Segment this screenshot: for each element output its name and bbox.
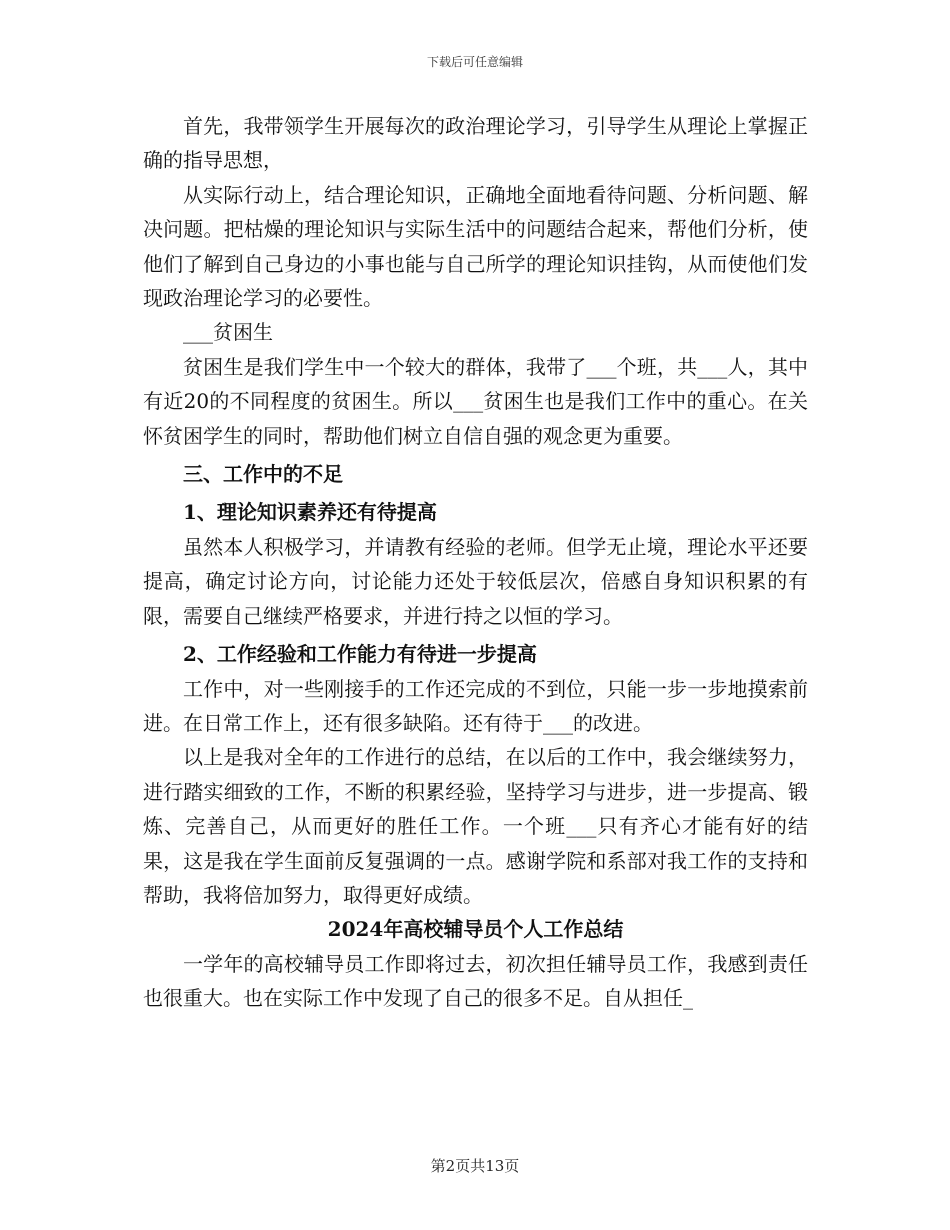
paragraph-work-experience: 工作中，对一些刚接手的工作还完成的不到位，只能一步一步地摸索前进。在日常工作上，还有很多缺陷。还有待于___的改进。 xyxy=(143,676,808,735)
paragraph-intro: 一学年的高校辅导员工作即将过去，初次担任辅导员工作，我感到责任也很重大。也在实际工作中发现了自己的很多不足。自从担任_ xyxy=(143,951,808,1011)
document-body xyxy=(143,109,808,1016)
paragraph-practice: 从实际行动上，结合理论知识，正确地全面地看待问题、分析问题、解决问题。把枯燥的理论知识与实际生活中的问题结合起来，帮他们分析，使他们了解到自己身边的小事也能与自己所学的理论知识挂钩，从而使他们发现政治理论学习的必要性。 xyxy=(143,182,808,311)
heading-work-experience: 2、工作经验和工作能力有待进一步提高 xyxy=(183,642,537,667)
page-header: 下载后可任意编辑 xyxy=(426,55,523,69)
heading-theory-knowledge: 1、理论知识素养还有待提高 xyxy=(183,500,437,525)
paragraph-poor-students: 贫困生是我们学生中一个较大的群体，我带了___个班，共___人，其中有近20的不同程度的贫困生。所以___贫困生也是我们工作中的重心。在关怀贫困学生的同时，帮助他们树立自信自强的观念更为重要。 xyxy=(143,354,808,448)
page-number: 第2页共13页 xyxy=(430,1157,520,1175)
paragraph-summary: 以上是我对全年的工作进行的总结，在以后的工作中，我会继续努力，进行踏实细致的工作，不断的积累经验，坚持学习与进步，进一步提高、锻炼、完善自己，从而更好的胜任工作。一个班___只有齐心才能有好的结果，这是我在学生面前反复强调的一点。感谢学院和系部对我工作的支持和帮助，我将倍加努力，取得更好成绩。 xyxy=(143,745,808,907)
subheading-poor-students: ___贫困生 xyxy=(183,320,273,345)
section-heading-shortcomings: 三、工作中的不足 xyxy=(183,462,343,487)
paragraph-theory-knowledge: 虽然本人积极学习，并请教有经验的老师。但学无止境，理论水平还要提高，确定讨论方向，讨论能力还处于较低层次，倍感自身知识积累的有限，需要自己继续严格要求，并进行持之以恒的学习。 xyxy=(143,534,808,628)
document-title: 2024年高校辅导员个人工作总结 xyxy=(327,917,624,942)
paragraph-theory-study: 首先，我带领学生开展每次的政治理论学习，引导学生从理论上掌握正确的指导思想， xyxy=(143,114,808,173)
